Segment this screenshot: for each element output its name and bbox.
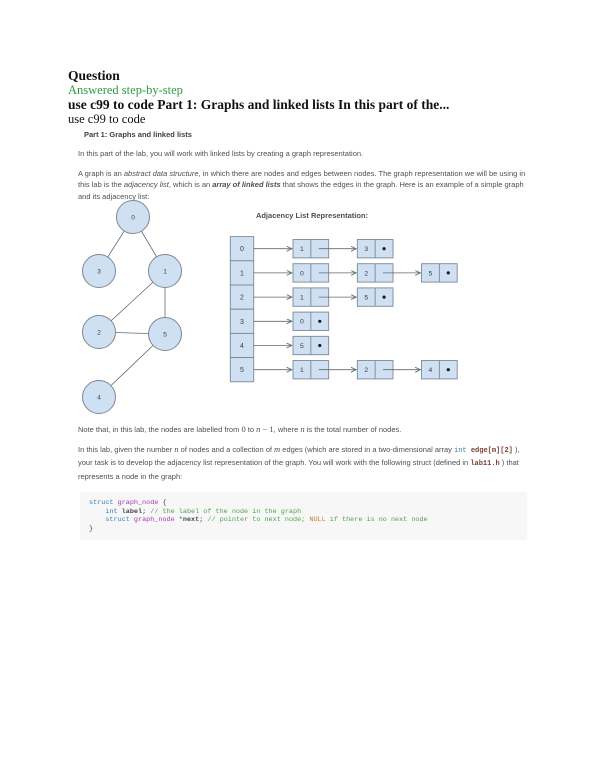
- list-node-value: 1: [300, 367, 304, 375]
- section-heading: Part 1: Graphs and linked lists: [84, 130, 192, 139]
- text-segment: , in which there are nodes and edges between nodes. The graph representation we will be using in this lab is the: [78, 168, 526, 189]
- text-segment: n: [256, 424, 261, 434]
- list-node-value: 1: [300, 246, 304, 254]
- graph-node-label-0: 0: [131, 214, 135, 222]
- code-token: struct: [105, 516, 130, 525]
- list-node-value: 5: [300, 342, 304, 350]
- text-segment: edges (which are stored in a two-dimensional array: [280, 444, 455, 454]
- text-segment: is the total number of nodes.: [304, 425, 402, 434]
- text-segment: int: [454, 446, 467, 455]
- code-token: ;: [199, 516, 208, 525]
- text-segment: n: [300, 424, 305, 434]
- question-subtitle: use c99 to code: [68, 112, 146, 126]
- list-node-value: 0: [300, 270, 304, 278]
- code-token: [89, 508, 105, 516]
- text-segment: , where: [273, 425, 301, 434]
- null-terminator-dot: [447, 271, 450, 274]
- graph-node-label-1: 1: [163, 268, 167, 276]
- figure-title: Adjacency List Representation:: [255, 211, 369, 220]
- code-line: [89, 516, 518, 525]
- code-line: [89, 508, 518, 517]
- list-node-value: 5: [428, 270, 433, 278]
- code-token: int: [105, 507, 118, 516]
- paragraph-graph-definition: [78, 168, 533, 203]
- null-terminator-dot: [382, 247, 385, 250]
- code-token: graph_node: [117, 499, 159, 507]
- text-segment: to: [245, 425, 257, 434]
- null-terminator-dot: [447, 368, 450, 371]
- graph-and-adjacency-figure: [68, 198, 533, 420]
- list-node-value: 4: [428, 367, 433, 375]
- text-segment: ) that represents a node in the graph:: [78, 458, 519, 481]
- graph-node-label-5: 5: [163, 331, 167, 339]
- adjacency-index-label-2: 2: [240, 294, 244, 302]
- list-node-value: 5: [364, 294, 369, 302]
- answered-status-badge: Answered step-by-step: [68, 83, 183, 97]
- null-terminator-dot: [318, 344, 321, 347]
- list-node-value: 3: [364, 246, 369, 254]
- code-token: NULL: [309, 516, 326, 525]
- text-segment: n: [174, 443, 179, 454]
- code-token: struct: [89, 499, 114, 507]
- adjacency-index-label-0: 0: [240, 246, 244, 254]
- adjacency-index-label-3: 3: [240, 318, 244, 326]
- null-terminator-dot: [318, 320, 321, 323]
- answer-document: [68, 130, 533, 540]
- text-segment: In this part of the lab, you will work with linked lists by creating a graph representation.: [78, 149, 364, 158]
- code-line: [89, 525, 518, 534]
- code-token: }: [89, 524, 94, 533]
- text-segment: edge[m][2]: [466, 446, 513, 455]
- text-segment: that shows the edges in the graph. Here is an example of a simple graph and its adjacency list:: [78, 180, 524, 201]
- paragraph-task: [78, 444, 533, 483]
- code-token: [89, 516, 105, 524]
- text-segment: 0: [241, 424, 246, 434]
- text-segment: Note that, in this lab, the nodes are labelled from: [78, 425, 242, 434]
- code-token: *: [174, 516, 183, 525]
- text-segment: of nodes and a collection of: [178, 444, 275, 454]
- paragraph-intro: [78, 148, 533, 160]
- text-segment: A graph is an: [78, 168, 124, 178]
- null-terminator-dot: [382, 296, 385, 299]
- text-segment: − 1: [260, 424, 274, 434]
- struct-code-block: [80, 492, 527, 540]
- text-segment: lab11.h: [470, 460, 500, 468]
- text-segment: m: [274, 443, 281, 454]
- question-title: use c99 to code Part 1: Graphs and linked lists In this part of the...: [68, 97, 450, 112]
- qa-header: [68, 69, 602, 126]
- code-token: label: [121, 507, 143, 516]
- list-node-value: 2: [364, 367, 369, 375]
- list-node-value: 1: [300, 294, 304, 302]
- question-label: Question: [68, 68, 120, 83]
- graph-node-label-3: 3: [97, 268, 101, 276]
- code-token: {: [158, 499, 167, 507]
- figure-canvas: [68, 198, 534, 420]
- text-segment: array of linked lists: [212, 180, 281, 189]
- code-token: ;: [142, 507, 151, 516]
- adjacency-index-label-5: 5: [240, 367, 244, 375]
- adjacency-index-label-4: 4: [240, 343, 244, 350]
- code-line: [89, 499, 518, 508]
- code-token: // pointer to next node;: [207, 516, 310, 525]
- graph-node-label-2: 2: [97, 329, 101, 337]
- text-segment: In this lab, given the number: [78, 444, 175, 454]
- text-segment: adjacency list: [123, 180, 169, 189]
- code-token: next: [182, 516, 200, 525]
- text-segment: ), your task is to develop the adjacency list representation of the graph. You will work with the following struct (defined in: [78, 444, 520, 467]
- paragraph-note-labels: [78, 424, 533, 436]
- code-token: if there is no next node: [325, 516, 428, 525]
- adjacency-index-label-1: 1: [240, 270, 244, 278]
- code-token: // the label of the node in the graph: [150, 507, 302, 516]
- list-node-value: 2: [364, 270, 369, 278]
- text-segment: abstract data structure: [123, 168, 199, 178]
- graph-node-label-4: 4: [97, 394, 101, 402]
- text-segment: , which is an: [168, 180, 213, 189]
- list-node-value: 0: [300, 318, 304, 326]
- code-token: graph_node: [133, 516, 175, 525]
